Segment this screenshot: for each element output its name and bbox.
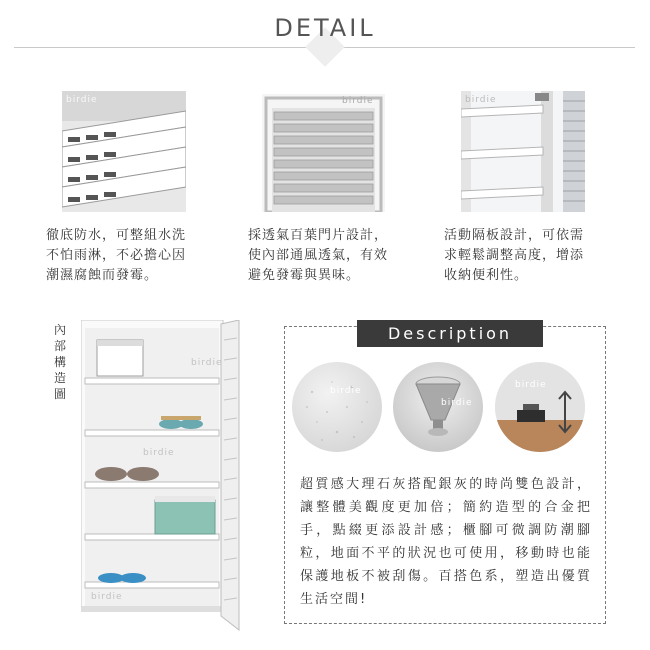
watermark: birdie — [91, 592, 123, 602]
watermark: birdie — [66, 95, 98, 105]
louvered-door-photo — [262, 94, 385, 212]
waterproof-panel-photo — [62, 91, 186, 212]
alloy-handle-photo — [393, 362, 483, 452]
watermark: birdie — [465, 95, 497, 105]
watermark: birdie — [143, 448, 175, 458]
adjustable-foot-photo — [495, 362, 585, 452]
watermark: birdie — [191, 358, 223, 368]
interior-structure-label: 內 部 構 造 圖 — [53, 323, 66, 401]
waterproof-caption: 徹底防水，可整組水洗 不怕雨淋，不必擔心因 潮濕腐蝕而發霉。 — [46, 228, 187, 283]
watermark: birdie — [330, 386, 362, 396]
cabinet-interior-photo — [81, 320, 241, 638]
marble-texture-photo — [292, 362, 382, 452]
shelf-caption: 活動隔板設計，可依需 求輕鬆調整高度，增添 收納便利性。 — [444, 228, 585, 283]
description-label: Description — [357, 320, 543, 347]
watermark: birdie — [515, 380, 547, 390]
watermark: birdie — [342, 96, 374, 106]
watermark: birdie — [441, 398, 473, 408]
louver-caption: 採透氣百葉門片設計， 使內部通風透氣，有效 避免發霉與異味。 — [248, 228, 389, 283]
page-title: DETAIL — [274, 14, 376, 42]
description-text: 超質感大理石灰搭配銀灰的時尚雙色設計，讓整體美觀度更加倍；簡約造型的合金把手，點綴更添設計感；櫃腳可微調防潮腳粒，地面不平的狀況也可使用，移動時也能保護地板不被刮傷。百搭色系，塑造出優質生活空間! — [300, 477, 592, 607]
adjustable-shelves-photo — [461, 91, 585, 212]
